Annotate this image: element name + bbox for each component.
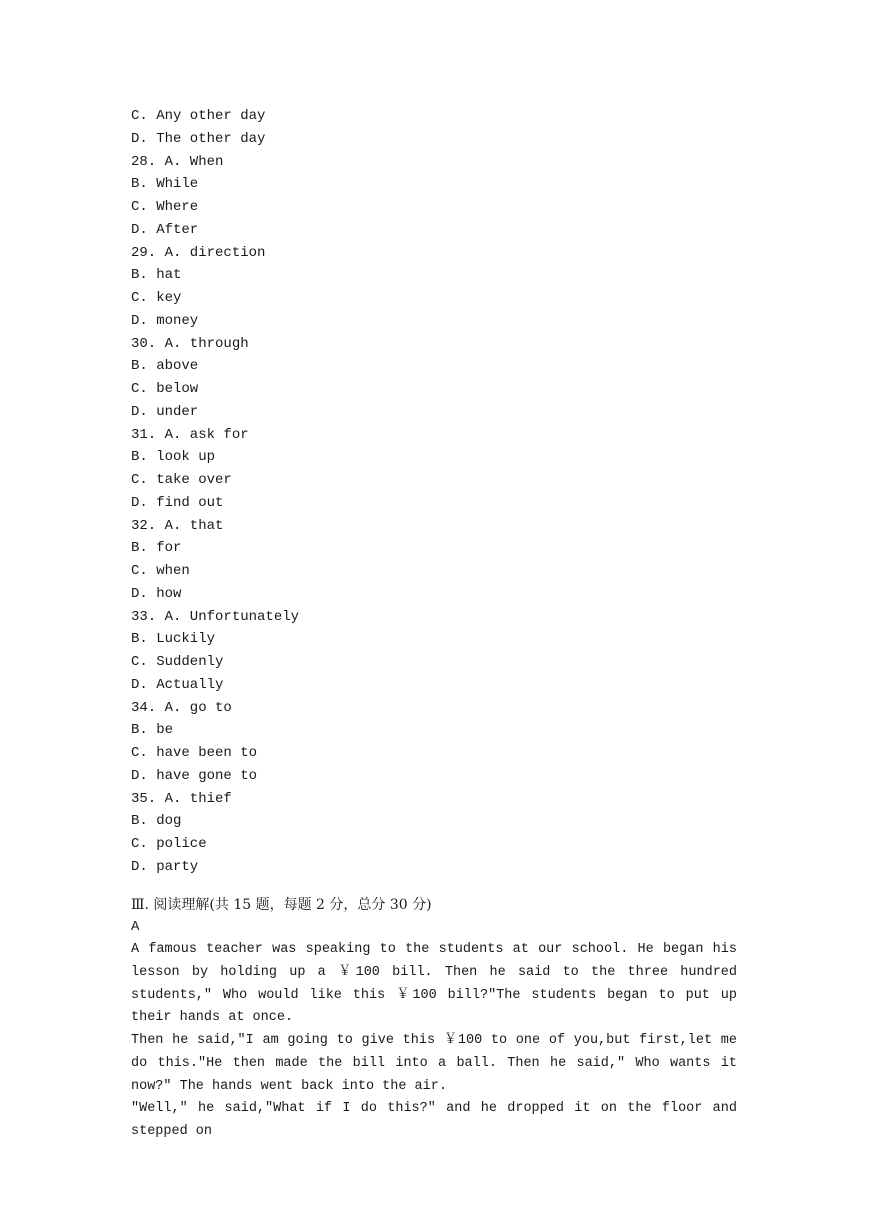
option-line: D. find out (131, 494, 224, 511)
option-line: D. how (131, 585, 182, 602)
option-line: D. Actually (131, 676, 224, 693)
option-line: 31. A. ask for (131, 426, 249, 443)
option-line: D. The other day (131, 130, 266, 147)
option-line: 34. A. go to (131, 699, 232, 716)
option-line: 29. A. direction (131, 244, 266, 261)
option-line: 33. A. Unfortunately (131, 608, 300, 625)
option-line: B. Luckily (131, 631, 216, 648)
option-line: D. After (131, 221, 199, 238)
cloze-options (131, 105, 737, 879)
option-line: B. above (131, 358, 199, 375)
passage-label: A (131, 919, 140, 936)
option-line: D. money (131, 312, 199, 329)
passage-paragraph: Then he said,"I am going to give this ￥100 to one of you,but first,let me do this."He then made the bill into a ball. Then he said," Who wants it now?" The hands went back into the air. (131, 1033, 737, 1094)
option-line: B. for (131, 540, 182, 557)
option-line: C. take over (131, 472, 232, 488)
option-line: C. below (131, 381, 199, 397)
option-line: C. when (131, 563, 190, 579)
section-heading: Ⅲ. 阅读理解(共 15 题，每题 2 分，总分 30 分) (131, 896, 432, 913)
option-line: C. police (131, 836, 207, 852)
option-line: B. While (131, 176, 199, 193)
option-line: D. party (131, 858, 199, 875)
option-line: D. under (131, 403, 199, 420)
option-line: B. hat (131, 267, 182, 284)
option-line: 32. A. that (131, 517, 224, 534)
option-line: 28. A. When (131, 153, 224, 170)
option-line: C. have been to (131, 745, 258, 761)
document-page (131, 105, 737, 1144)
option-line: C. key (131, 290, 182, 306)
option-line: 30. A. through (131, 335, 249, 352)
option-line: C. Any other day (131, 108, 266, 124)
option-line: C. Where (131, 199, 199, 215)
option-line: 35. A. thief (131, 790, 232, 807)
passage-paragraph: "Well," he said,"What if I do this?" and he dropped it on the floor and stepped on (131, 1101, 737, 1139)
option-line: B. look up (131, 449, 216, 466)
option-line: B. dog (131, 813, 182, 830)
passage-paragraph: A famous teacher was speaking to the students at our school. He began his lesson by holding up a ￥100 bill. Then he said to the three hundred students," Who would like this ￥100 bill?"The students began to put up their hands at once. (131, 942, 737, 1026)
option-line: B. be (131, 722, 174, 739)
option-line: D. have gone to (131, 767, 258, 784)
option-line: C. Suddenly (131, 654, 224, 670)
